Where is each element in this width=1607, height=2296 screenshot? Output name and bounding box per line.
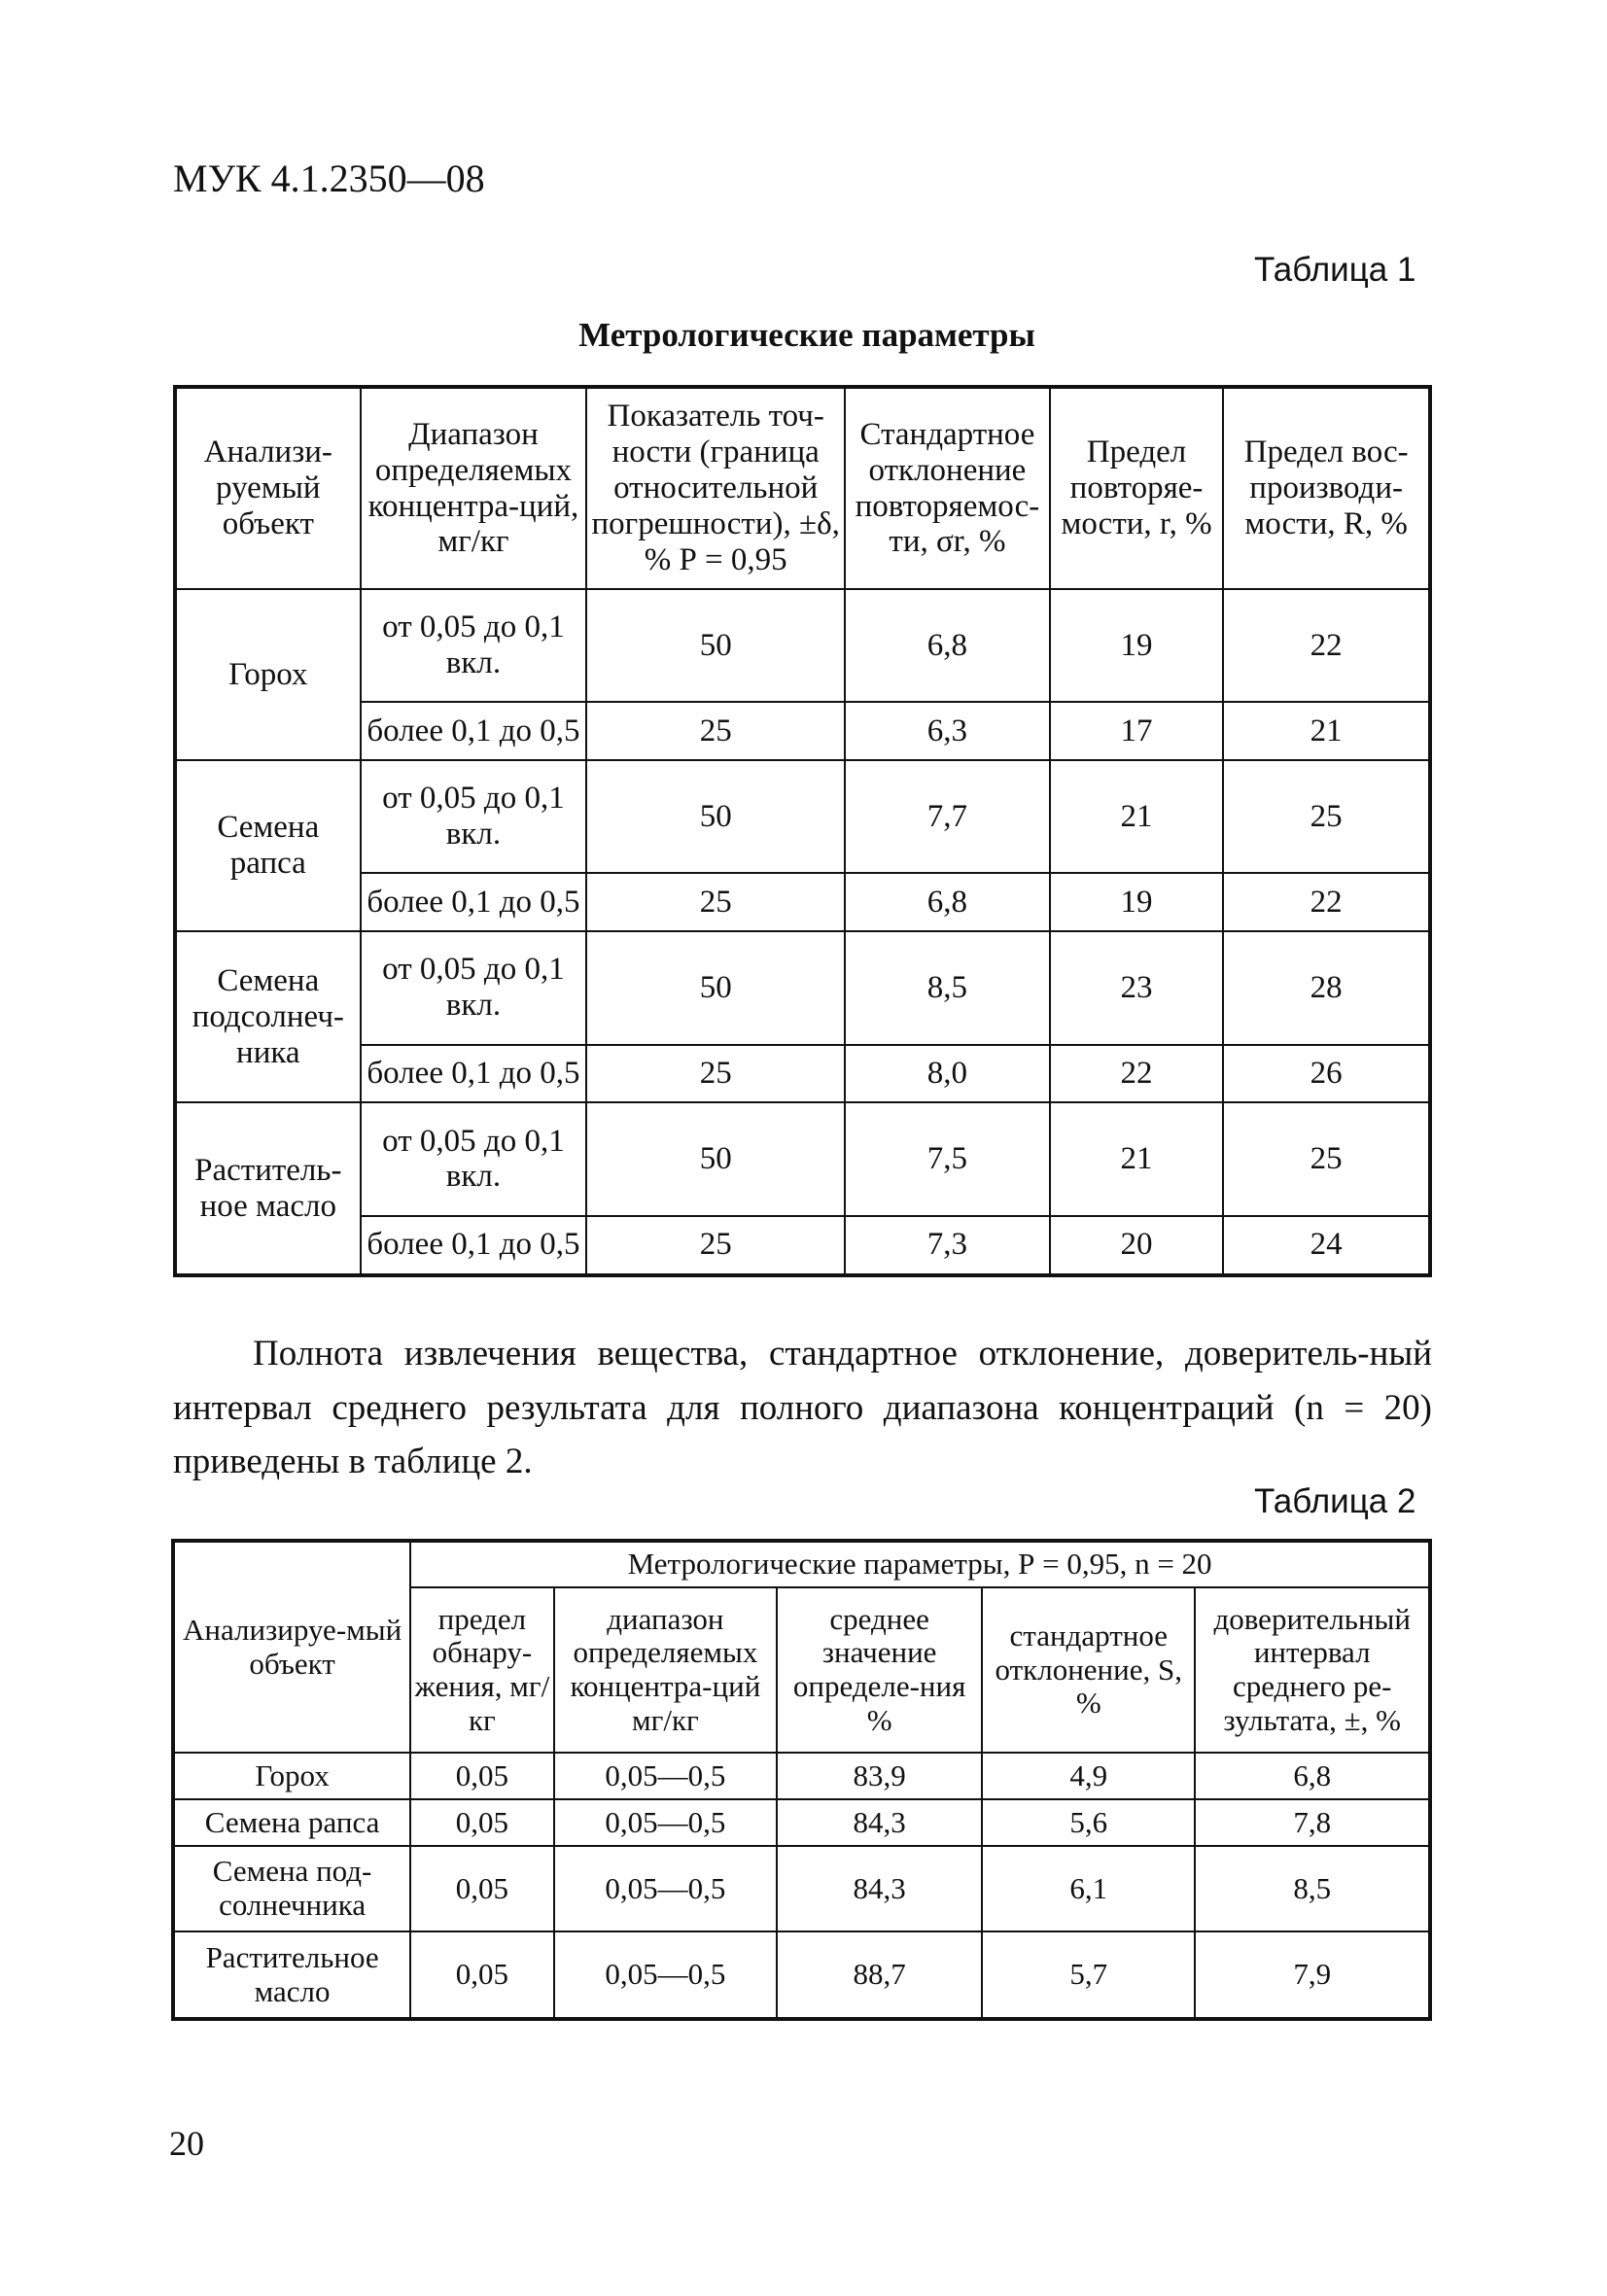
body-paragraph: Полнота извлечения вещества, стандартное отклонение, доверитель-ный интервал среднего результата для полного диапазона концентраций (n = 20) приведены в таблице 2.: [173, 1334, 1432, 1481]
range-cell: более 0,1 до 0,5: [361, 873, 587, 931]
ci-cell: 6,8: [1195, 1753, 1430, 1799]
table-row: [173, 1846, 1430, 1931]
reproducibility-cell: 28: [1223, 931, 1430, 1044]
table-row: [175, 589, 1430, 702]
lod-cell: 0,05: [410, 1753, 553, 1799]
reproducibility-cell: 25: [1223, 760, 1430, 873]
reproducibility-cell: 26: [1223, 1045, 1430, 1103]
object-cell: Семена рапса: [175, 760, 361, 931]
sd-cell: 6,8: [845, 873, 1050, 931]
reproducibility-cell: 25: [1223, 1102, 1430, 1215]
ci-cell: 7,8: [1195, 1799, 1430, 1846]
table2-group-header-row: [173, 1541, 1430, 1587]
accuracy-cell: 25: [586, 702, 845, 760]
table-row: [173, 1931, 1430, 2019]
table2-header-cell: предел обнару-жения, мг/кг: [410, 1587, 553, 1753]
accuracy-cell: 25: [586, 873, 845, 931]
mean-cell: 88,7: [777, 1931, 982, 2019]
accuracy-cell: 50: [586, 760, 845, 873]
sd-cell: 6,1: [982, 1846, 1195, 1931]
lod-cell: 0,05: [410, 1931, 553, 2019]
table-row: [175, 873, 1430, 931]
sd-cell: 7,3: [845, 1216, 1050, 1275]
repeatability-cell: 19: [1050, 589, 1224, 702]
table1-title: Метрологические параметры: [578, 316, 1035, 354]
table-row: [175, 931, 1430, 1044]
table2-object-header: Анализируе-мый объект: [173, 1541, 410, 1753]
range-cell: более 0,1 до 0,5: [361, 702, 587, 760]
range-cell: более 0,1 до 0,5: [361, 1216, 587, 1275]
object-cell: Растительное масло: [173, 1931, 410, 2019]
table1-header-cell: Стандартное отклонение повторяемос-ти, σr, %: [845, 387, 1050, 589]
reproducibility-cell: 22: [1223, 589, 1430, 702]
table1-header-cell: Предел повторяе-мости, r, %: [1050, 387, 1224, 589]
repeatability-cell: 22: [1050, 1045, 1224, 1103]
reproducibility-cell: 22: [1223, 873, 1430, 931]
table2-header-cell: диапазон определяемых концентра-ций мг/кг: [554, 1587, 778, 1753]
object-cell: Горох: [173, 1753, 410, 1799]
range-cell: 0,05—0,5: [554, 1931, 778, 2019]
table1-label: Таблица 1: [1254, 251, 1416, 289]
table1-header-cell: Анализи-руемый объект: [175, 387, 361, 589]
sd-cell: 8,0: [845, 1045, 1050, 1103]
table1-header-cell: Предел вос-производи-мости, R, %: [1223, 387, 1430, 589]
document-code: МУК 4.1.2350—08: [173, 157, 485, 200]
table-row: [175, 702, 1430, 760]
sd-cell: 8,5: [845, 931, 1050, 1044]
table-row: [175, 1102, 1430, 1215]
table-row: [175, 760, 1430, 873]
sd-cell: 5,6: [982, 1799, 1195, 1846]
table2-header-cell: среднее значение определе-ния %: [777, 1587, 982, 1753]
accuracy-cell: 50: [586, 1102, 845, 1215]
table2: [171, 1539, 1432, 2021]
range-cell: 0,05—0,5: [554, 1753, 778, 1799]
table2-label: Таблица 2: [1254, 1482, 1416, 1520]
mean-cell: 84,3: [777, 1799, 982, 1846]
range-cell: от 0,05 до 0,1 вкл.: [361, 760, 587, 873]
repeatability-cell: 21: [1050, 760, 1224, 873]
table-row: [173, 1753, 1430, 1799]
table-row: [173, 1799, 1430, 1846]
ci-cell: 7,9: [1195, 1931, 1430, 2019]
repeatability-cell: 23: [1050, 931, 1224, 1044]
range-cell: от 0,05 до 0,1 вкл.: [361, 589, 587, 702]
object-cell: Горох: [175, 589, 361, 760]
accuracy-cell: 50: [586, 931, 845, 1044]
ci-cell: 8,5: [1195, 1846, 1430, 1931]
table2-group-header: Метрологические параметры, Р = 0,95, n = 20: [410, 1541, 1430, 1587]
mean-cell: 83,9: [777, 1753, 982, 1799]
reproducibility-cell: 21: [1223, 702, 1430, 760]
repeatability-cell: 19: [1050, 873, 1224, 931]
range-cell: от 0,05 до 0,1 вкл.: [361, 931, 587, 1044]
table1-header-cell: Диапазон определяемых концентра-ций, мг/кг: [361, 387, 587, 589]
lod-cell: 0,05: [410, 1846, 553, 1931]
mean-cell: 84,3: [777, 1846, 982, 1931]
repeatability-cell: 20: [1050, 1216, 1224, 1275]
sd-cell: 6,3: [845, 702, 1050, 760]
sd-cell: 4,9: [982, 1753, 1195, 1799]
table1-header-row: [175, 387, 1430, 589]
range-cell: более 0,1 до 0,5: [361, 1045, 587, 1103]
sd-cell: 5,7: [982, 1931, 1195, 2019]
table1-header-cell: Показатель точ-ности (граница относительной погрешности), ±δ, % Р = 0,95: [586, 387, 845, 589]
sd-cell: 6,8: [845, 589, 1050, 702]
table-row: [175, 1045, 1430, 1103]
page-number: 20: [169, 2124, 204, 2163]
reproducibility-cell: 24: [1223, 1216, 1430, 1275]
table2-header-cell: стандартное отклонение, S, %: [982, 1587, 1195, 1753]
accuracy-cell: 25: [586, 1216, 845, 1275]
range-cell: от 0,05 до 0,1 вкл.: [361, 1102, 587, 1215]
accuracy-cell: 25: [586, 1045, 845, 1103]
object-cell: Семена под-солнечника: [173, 1846, 410, 1931]
table1: [173, 385, 1432, 1277]
sd-cell: 7,7: [845, 760, 1050, 873]
object-cell: Раститель-ное масло: [175, 1102, 361, 1275]
repeatability-cell: 17: [1050, 702, 1224, 760]
table-row: [175, 1216, 1430, 1275]
lod-cell: 0,05: [410, 1799, 553, 1846]
range-cell: 0,05—0,5: [554, 1846, 778, 1931]
range-cell: 0,05—0,5: [554, 1799, 778, 1846]
sd-cell: 7,5: [845, 1102, 1050, 1215]
object-cell: Семена рапса: [173, 1799, 410, 1846]
table2-header-cell: доверительный интервал среднего ре-зультата, ±, %: [1195, 1587, 1430, 1753]
object-cell: Семена подсолнеч-ника: [175, 931, 361, 1102]
accuracy-cell: 50: [586, 589, 845, 702]
repeatability-cell: 21: [1050, 1102, 1224, 1215]
